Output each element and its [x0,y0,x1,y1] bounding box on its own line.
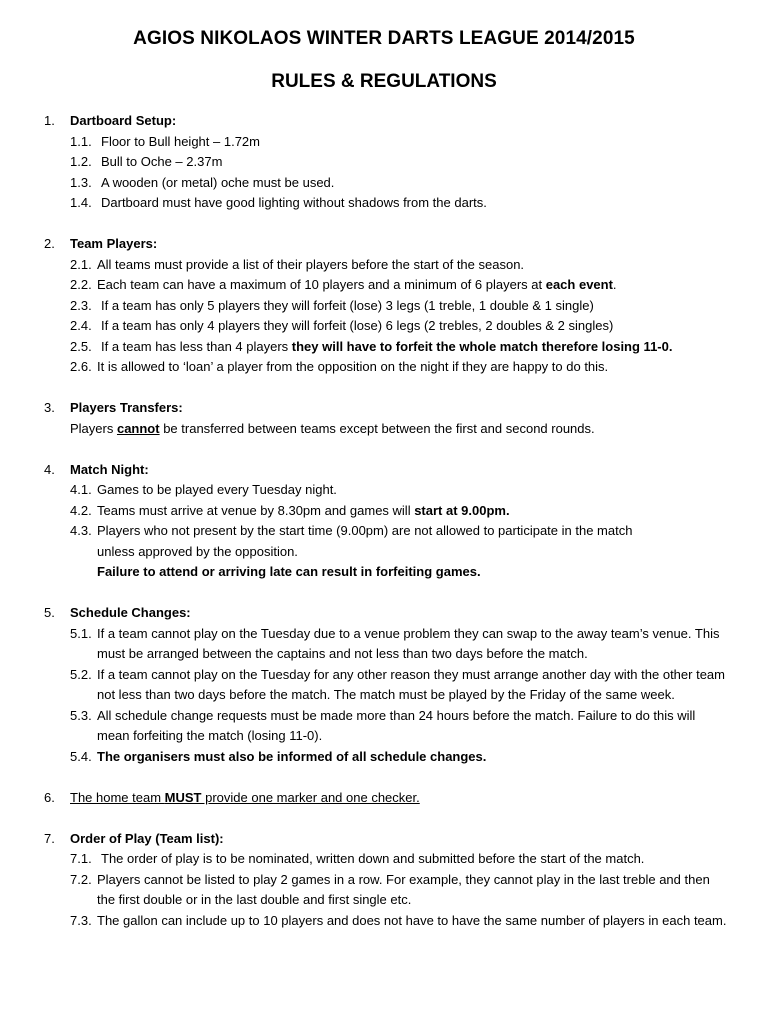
document-title: AGIOS NIKOLAOS WINTER DARTS LEAGUE 2014/2015 [133,28,635,49]
section-heading [0,234,768,255]
rule-number: 2.5. [70,338,92,354]
rule-text: It is allowed to ‘loan’ a player from the opposition on the night if they are happy to do this. [97,359,609,374]
rule-text-line: unless approved by the opposition. [97,543,298,559]
section-order-of-play [0,829,768,932]
section-heading [0,788,768,809]
section-number: 2. [44,236,55,251]
rule-text: All teams must provide a list of their players before the start of the season. [97,256,525,272]
rule-text-part: . [612,277,617,292]
paragraph-emphasis: cannot [116,420,160,436]
rule-item [0,152,768,173]
section-number: 4. [44,461,55,477]
rule-text: Floor to Bull height – 1.72m [101,133,260,149]
section-home-team [0,788,768,809]
section-team-players [0,234,768,378]
rule-number: 5.3. [70,707,92,723]
rule-text-part: If a team has less than 4 players [101,338,292,354]
document-subtitle: RULES & REGULATIONS [271,71,497,92]
section-title: Dartboard Setup: [70,113,177,128]
rule-item [0,665,768,706]
rule-text: Dartboard must have good lighting without shadows from the darts. [101,195,487,210]
rule-number: 5.1. [70,625,92,641]
paragraph-text-part: be transferred between teams except between the first and second rounds. [159,420,595,436]
rule-item [0,296,768,317]
rule-number: 7.2. [70,871,92,887]
rule-item [0,337,768,358]
section-heading [0,111,768,132]
rule-text: If a team cannot play on the Tuesday for any other reason they must arrange another day with the other team not less than two days before the match. The match must be played by the Friday of the same week. [97,666,725,702]
rule-text: A wooden (or metal) oche must be used. [101,174,335,190]
section-number: 6. [44,789,55,805]
rule-number: 2.6. [70,359,92,374]
section-number: 3. [44,400,55,415]
rule-item [0,624,768,665]
rule-item [0,501,768,522]
rule-text: Bull to Oche – 2.37m [101,154,223,169]
section-heading [0,460,768,481]
rule-item [0,521,768,583]
section-paragraph [70,419,728,440]
rule-number: 4.3. [70,523,92,538]
section-number: 5. [44,605,55,620]
rule-item [0,173,768,194]
rule-item [0,911,768,932]
section-title: Schedule Changes: [70,605,191,620]
rule-number: 4.1. [70,482,92,497]
rule-item [0,255,768,276]
section-title: Match Night: [70,461,149,477]
rule-emphasis: start at 9.00pm. [414,502,510,518]
rule-text: The gallon can include up to 10 players and does not have to have the same number of players in each team. [97,912,727,928]
statement-emphasis: MUST [164,789,202,805]
rule-number: 1.2. [70,154,92,169]
section-heading [0,829,768,850]
rule-number: 7.3. [70,912,92,928]
rule-item [0,132,768,153]
section-number: 7. [44,830,55,846]
rule-text-part: Teams must arrive at venue by 8.30pm and games will [97,502,415,518]
rule-warning: Failure to attend or arriving late can result in forfeiting games. [97,564,481,579]
section-title: Order of Play (Team list): [70,830,224,846]
section-heading [0,398,768,419]
section-dartboard-setup [0,111,768,214]
rule-text-line: Players who not present by the start time (9.00pm) are not allowed to participate in the match [97,523,633,538]
rule-item [0,357,768,378]
rules-content [0,111,768,931]
section-statement [70,788,420,809]
section-title: Players Transfers: [70,400,183,415]
section-match-night [0,460,768,583]
section-title: Team Players: [70,236,158,251]
rule-item [0,870,768,911]
rule-text: If a team cannot play on the Tuesday due to a venue problem they can swap to the away team’s venue. This must be arranged between the captains and not less than two days before the match. [97,625,720,661]
rule-number: 1.3. [70,174,92,190]
rule-item [0,849,768,870]
statement-text-part: The home team [70,789,165,805]
rule-item [0,193,768,214]
rule-item [0,747,768,768]
statement-text-part: provide one marker and one checker. [201,789,420,805]
rule-text [97,501,728,522]
rule-text: The order of play is to be nominated, written down and submitted before the start of the match. [101,851,645,866]
rule-number: 2.4. [70,318,92,333]
section-schedule-changes [0,603,768,767]
rule-item [0,275,768,296]
rule-item [0,706,768,747]
rule-item [0,316,768,337]
rule-item [0,480,768,501]
rule-text [97,521,768,583]
rule-text: Games to be played every Tuesday night. [97,482,337,497]
rule-number: 4.2. [70,502,92,518]
section-heading [0,603,768,624]
rule-number: 2.1. [70,256,92,272]
rule-number: 7.1. [70,851,92,866]
rule-text-part: Each team can have a maximum of 10 players and a minimum of 6 players at [97,277,546,292]
rule-number: 5.4. [70,748,92,764]
rule-number: 5.2. [70,666,92,682]
rule-emphasis: each event [545,277,613,292]
rule-text: Players cannot be listed to play 2 games in a row. For example, they cannot play in the last treble and then the first double or in the last double and first single etc. [97,871,710,907]
rule-text: If a team has only 4 players they will forfeit (lose) 6 legs (2 trebles, 2 doubles & 2 singles) [101,318,614,333]
rule-text: The organisers must also be informed of all schedule changes. [97,748,487,764]
rule-emphasis: they will have to forfeit the whole match therefore losing 11-0. [291,338,673,354]
rule-number: 2.3. [70,297,92,313]
paragraph-text-part: Players [70,420,117,436]
rule-number: 1.1. [70,133,92,149]
section-players-transfers [0,398,768,439]
rule-text [101,337,768,358]
rule-text: All schedule change requests must be made more than 24 hours before the match. Failure to do this will mean forfeiting the match (losing 11-0). [97,707,696,743]
rule-number: 2.2. [70,277,92,292]
section-number: 1. [44,113,55,128]
rule-text: If a team has only 5 players they will forfeit (lose) 3 legs (1 treble, 1 double & 1 single) [101,297,594,313]
rule-number: 1.4. [70,195,92,210]
rule-text [97,275,728,296]
